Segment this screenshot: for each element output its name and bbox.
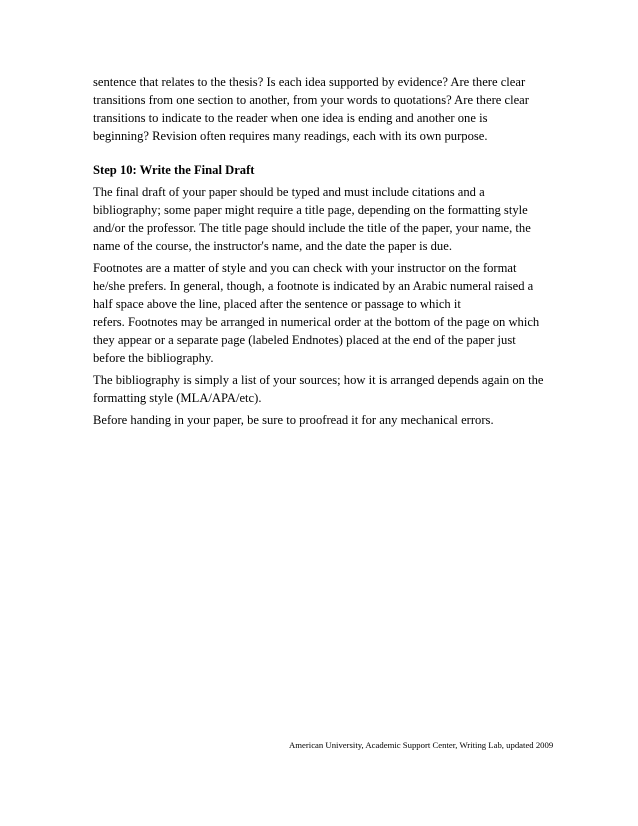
spacer (93, 145, 549, 161)
text-line: half space above the line, placed after the sentence or passage to which it (93, 297, 461, 311)
text-line: transitions to indicate to the reader when one idea is ending and another one is (93, 111, 488, 125)
text-line: bibliography; some paper might require a title page, depending on the formatting style (93, 203, 528, 217)
text-line: The final draft of your paper should be typed and must include citations and a (93, 185, 485, 199)
proofread-paragraph (93, 411, 549, 429)
text-line: Before handing in your paper, be sure to proofread it for any mechanical errors. (93, 413, 494, 427)
page-footer: American University, Academic Support Center, Writing Lab, updated 2009 (289, 740, 554, 750)
text-line: name of the course, the instructor's name, and the date the paper is due. (93, 239, 452, 253)
text-line: formatting style (MLA/APA/etc). (93, 391, 262, 405)
text-line: sentence that relates to the thesis? Is each idea supported by evidence? Are there clear (93, 75, 526, 89)
final-draft-paragraph (93, 183, 549, 255)
text-line: beginning? Revision often requires many readings, each with its own purpose. (93, 129, 488, 143)
text-line: Footnotes are a matter of style and you can check with your instructor on the format (93, 261, 517, 275)
text-line: refers. Footnotes may be arranged in numerical order at the bottom of the page on which (93, 315, 540, 329)
text-line: transitions from one section to another, from your words to quotations? Are there clear (93, 93, 529, 107)
text-line: The bibliography is simply a list of your sources; how it is arranged depends again on the (93, 373, 544, 387)
bibliography-paragraph (93, 371, 549, 407)
text-line: and/or the professor. The title page should include the title of the paper, your name, the (93, 221, 531, 235)
page-body (93, 73, 549, 429)
text-line: they appear or a separate page (labeled Endnotes) placed at the end of the paper just (93, 333, 516, 347)
text-line: he/she prefers. In general, though, a footnote is indicated by an Arabic numeral raised a (93, 279, 534, 293)
intro-paragraph (93, 73, 549, 145)
section-heading: Step 10: Write the Final Draft (93, 163, 255, 177)
footnotes-paragraph (93, 259, 549, 367)
text-line: before the bibliography. (93, 351, 214, 365)
